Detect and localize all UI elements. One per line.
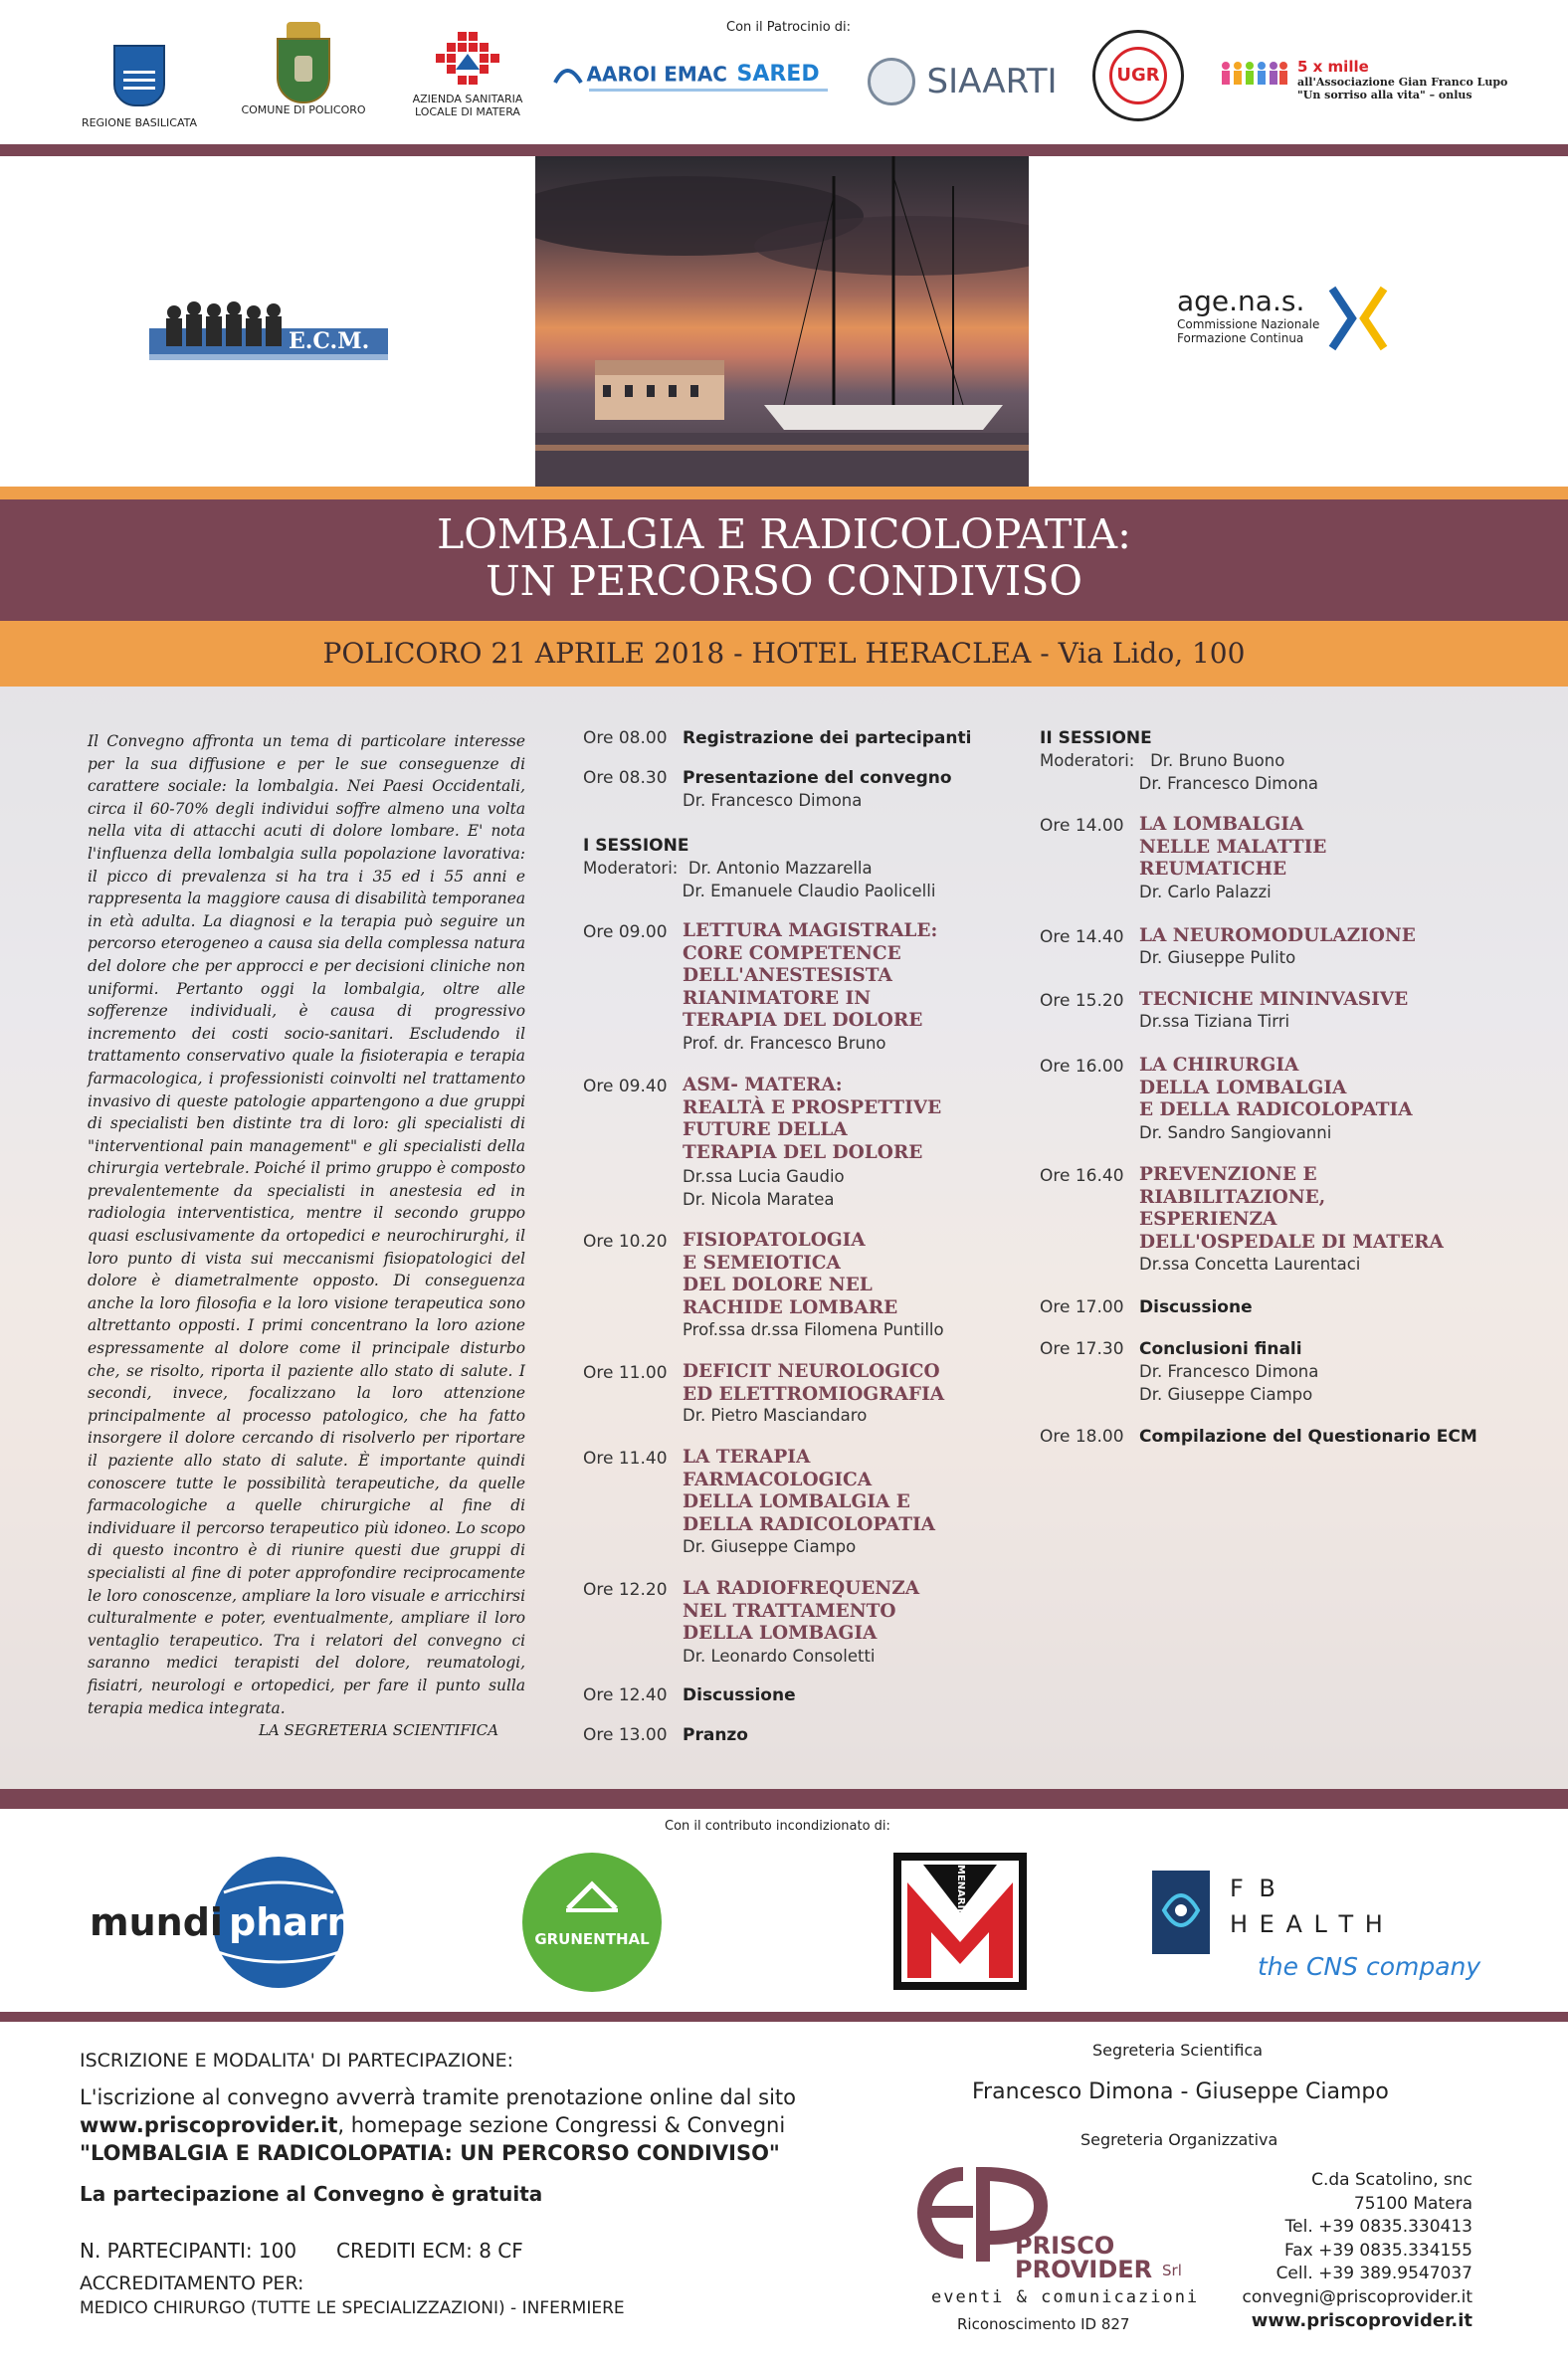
time-1640: Ore 16.40 [1040,1166,1124,1186]
item-presentation: Presentazione del convegno [683,768,952,788]
fb-health-emblem-icon [1152,1871,1210,1954]
agenas-chevron-icon [1328,285,1388,354]
siaarti-emblem-icon [868,58,915,105]
speaker-terapia: Dr. Giuseppe Ciampo [683,1537,857,1556]
item-terapia-farmacologica: LA TERAPIA FARMACOLOGICA DELLA LOMBALGIA E DELLA RADICOLOPATIA [683,1447,936,1535]
program-column-afternoon [1040,728,1517,1484]
grunenthal-logo [522,1853,662,1992]
item-lettura-magistrale: LETTURA MAGISTRALE: CORE COMPETENCE DELL'ANESTESISTA RIANIMATORE IN TERAPIA DEL DOLORE [683,920,938,1031]
sponsors-label: Con il contributo incondizionato di: [665,1819,890,1834]
main-title-line2: UN PERCORSO CONDIVISO [486,557,1082,605]
accreditation-heading: ACCREDITAMENTO PER: [80,2272,304,2294]
agenas-label: age.na.s. [1177,285,1305,317]
org-fax: Fax +39 0835.334155 [1284,2240,1472,2261]
time-1520: Ore 15.20 [1040,991,1124,1011]
item-questionario: Compilazione del Questionario ECM [1139,1427,1477,1447]
accreditation-target: MEDICO CHIRURGO (TUTTE LE SPECIALIZZAZIONI) - INFERMIERE [80,2298,625,2318]
ecm-credits: CREDITI ECM: 8 CF [336,2239,523,2263]
session-2-heading: II SESSIONE [1040,728,1152,748]
registration-heading: ISCRIZIONE E MODALITA' DI PARTECIPAZIONE: [80,2050,514,2072]
registration-line1: L'iscrizione al convegno avverrà tramite prenotazione online dal sito [80,2085,796,2109]
grunenthal-scale-icon [562,1878,622,1914]
org-secretariat-label: Segreteria Organizzativa [1080,2130,1278,2149]
subtitle-band [0,621,1568,687]
speaker-conclusioni: Dr. Francesco Dimona Dr. Giuseppe Ciampo [1139,1362,1319,1404]
fb-health-logo [1152,1871,1490,1990]
item-fisiopatologia: FISIOPATOLOGIA E SEMEIOTICA DEL DOLORE NEL RACHIDE LOMBARE [683,1230,898,1318]
fb-label: F B [1230,1875,1279,1902]
sailboat-photo-icon [535,156,1029,487]
ecm-label: E.C.M. [289,328,370,354]
ugr-seal-icon [1092,30,1184,121]
ecm-logo [149,298,388,362]
speaker-prevenzione: Dr.ssa Concetta Laurentaci [1139,1255,1361,1274]
prisco-site-link[interactable]: www.priscoprovider.it [80,2113,338,2137]
pharma-label: pharma [229,1900,392,1944]
speaker-asm: Dr.ssa Lucia Gaudio Dr. Nicola Maratea [683,1167,845,1209]
program-column-morning [583,728,1021,1783]
item-discussione-1: Discussione [683,1685,796,1705]
menarini-label: MENARINI [955,1865,966,1921]
time-1700: Ore 17.00 [1040,1297,1124,1317]
sci-secretariat-label: Segreteria Scientifica [1092,2041,1264,2060]
item-discussione-2: Discussione [1139,1297,1253,1317]
siaarti-logo [868,58,1067,105]
regione-basilicata-logo [70,45,209,129]
registration-line2-rest: , homepage sezione Congressi & Convegni [337,2113,786,2137]
aaroi-sared-logo [553,62,832,92]
time-1600: Ore 16.00 [1040,1057,1124,1077]
patronage-label: Con il Patrocinio di: [726,20,852,35]
participation-free: La partecipazione al Convegno è gratuita [80,2182,543,2206]
time-1400: Ore 14.00 [1040,816,1124,836]
time-1100: Ore 11.00 [583,1363,668,1383]
intro-signature: LA SEGRETERIA SCIENTIFICA [259,1721,499,1739]
time-1730: Ore 17.30 [1040,1339,1124,1359]
title-band [0,499,1568,621]
title-top-rule [0,487,1568,499]
speaker-chirurgia: Dr. Sandro Sangiovanni [1139,1123,1332,1142]
time-1140: Ore 11.40 [583,1449,668,1469]
mundipharma-logo [90,1853,392,1992]
item-chirurgia: LA CHIRURGIA DELLA LOMBALGIA E DELLA RADICOLOPATIA [1139,1055,1413,1120]
five-per-thousand-logo [1220,58,1518,101]
course-title: "LOMBALGIA E RADICOLOPATIA: UN PERCORSO CONDIVISO" [80,2141,780,2165]
speaker-lettura: Prof. dr. Francesco Bruno [683,1034,886,1053]
asl-label-1: AZIENDA SANITARIA [412,93,523,105]
session-1-moderators: Moderatori: Dr. Antonio Mazzarella Dr. Emanuele Claudio Paolicelli [583,859,936,900]
ugr-label: UGR [1109,47,1167,104]
prisco-label: PRISCO [1015,2232,1115,2260]
item-asm-matera: ASM- MATERA: REALTÀ E PROSPETTIVE FUTURE DELLA TERAPIA DEL DOLORE [683,1075,942,1163]
item-registration: Registrazione dei partecipanti [683,728,972,748]
cns-tagline: the CNS company [1258,1952,1481,1981]
harbor-photo [535,156,1029,487]
prisco-tagline: eventi & comunicazioni [931,2287,1200,2307]
siaarti-label: SIAARTI [926,62,1058,101]
org-web-link[interactable]: www.priscoprovider.it [1251,2310,1472,2331]
item-pranzo: Pranzo [683,1725,748,1745]
time-0900: Ore 09.00 [583,922,668,942]
item-conclusioni: Conclusioni finali [1139,1339,1302,1359]
aaroi-swoosh-icon [553,63,583,87]
srl-label: Srl [1162,2262,1182,2279]
agenas-line2: Formazione Continua [1177,331,1304,345]
ugr-logo [1092,30,1188,125]
speaker-neuromodulazione: Dr. Giuseppe Pulito [1139,948,1296,967]
sponsors-top-rule [0,1789,1568,1809]
asl-grid-icon [436,30,499,90]
speaker-fisiopatologia: Prof.ssa dr.ssa Filomena Puntillo [683,1320,944,1339]
speaker-reumatiche: Dr. Carlo Palazzi [1139,883,1272,901]
time-1240: Ore 12.40 [583,1685,668,1705]
org-phone: Tel. +39 0835.330413 [1284,2217,1472,2237]
time-0830: Ore 08.30 [583,768,668,788]
prisco-provider-logo [903,2154,1222,2343]
item-radiofrequenza: LA RADIOFREQUENZA NEL TRATTAMENTO DELLA LOMBAGIA [683,1578,920,1644]
time-1220: Ore 12.20 [583,1580,668,1600]
main-title-line1: LOMBALGIA E RADICOLOPATIA: [437,510,1131,558]
five-per-thousand-title: 5 x mille [1297,58,1369,76]
aaroi-label: AAROI EMAC [586,62,727,87]
asl-matera-logo [398,30,537,118]
menarini-logo [893,1853,1027,1990]
item-prevenzione: PREVENZIONE E RIABILITAZIONE, ESPERIENZA DELL'OSPEDALE DI MATERA [1139,1164,1444,1253]
five-per-thousand-line1: all'Associazione Gian Franco Lupo [1297,76,1508,89]
session-2-moderators: Moderatori: Dr. Bruno Buono Dr. Francesco Dimona [1040,751,1319,793]
asl-label-2: LOCALE DI MATERA [415,105,520,118]
patronage-header [0,0,1568,144]
time-1020: Ore 10.20 [583,1232,668,1252]
item-deficit-neurologico: DEFICIT NEUROLOGICO ED ELETTROMIOGRAFIA [683,1361,945,1405]
participants-count: N. PARTECIPANTI: 100 [80,2239,297,2263]
org-email-link[interactable]: convegni@priscoprovider.it [1242,2286,1472,2307]
org-contacts [1204,2169,1472,2333]
top-rule [0,144,1568,156]
registration-line2 [80,2113,785,2137]
footer-top-rule [0,2012,1568,2022]
speaker-deficit: Dr. Pietro Masciandaro [683,1406,868,1425]
agenas-line1: Commissione Nazionale [1177,317,1320,331]
five-per-thousand-line2: "Un sorriso alla vita" – onlus [1297,89,1472,101]
speaker-presentation: Dr. Francesco Dimona [683,791,863,810]
policoro-label: COMUNE DI POLICORO [241,103,366,116]
session-1-heading: I SESSIONE [583,836,689,856]
basilicata-shield-icon [113,45,165,106]
health-label: H E A L T H [1230,1910,1385,1938]
mundi-label: mundi [90,1900,223,1944]
agenas-logo [1177,285,1396,374]
time-1440: Ore 14.40 [1040,927,1124,947]
provider-label: PROVIDER [1015,2256,1153,2283]
item-tecniche-mininvasive: TECNICHE MININVASIVE [1139,989,1409,1010]
basilicata-label: REGIONE BASILICATA [81,116,198,129]
sared-label: SARED [736,62,820,87]
speaker-radiofrequenza: Dr. Leonardo Consoletti [683,1647,876,1666]
grunenthal-label: GRUNENTHAL [534,1930,650,1948]
policoro-crest-icon [273,22,334,107]
prisco-id: Riconoscimento ID 827 [957,2315,1130,2333]
speaker-tecniche: Dr.ssa Tiziana Tirri [1139,1012,1290,1031]
time-1300: Ore 13.00 [583,1725,668,1745]
time-0800: Ore 08.00 [583,728,668,748]
org-address-1: C.da Scatolino, snc [1311,2170,1472,2190]
event-subtitle: POLICORO 21 APRILE 2018 - HOTEL HERACLEA - Via Lido, 100 [322,637,1246,670]
comune-policoro-logo [234,22,373,116]
time-1800: Ore 18.00 [1040,1427,1124,1447]
org-cell: Cell. +39 389.9547037 [1275,2264,1472,2283]
item-neuromodulazione: LA NEUROMODULAZIONE [1139,925,1416,946]
intro-text: Il Convegno affronta un tema di particolare interesse per la sua diffusione e per le sue conseguenze di carattere sociale: la lombalgia. Nei Paesi Occidentali, circa il 60-70% degli individui soffre almeno una volta nella vita di attacchi acuti di dolore lombare. E' nota l'influenza della lombalgia sulla popolazione lavorativa: il picco di prevalenza si ha tra i 35 ed i 55 anni e rappresenta la maggiore causa di disabilità temporanea in età adulta. La diagnosi e la terapia può seguire un percorso eterogeneo a causa sia della complessa natura del dolore che per approcci e per decisioni cliniche non uniformi. Pertanto oggi la lombalgia, oltre alle sofferenze individuali, è causa di progressivo incremento dei costi socio-sanitari. Escludendo il trattamento conservativo quale la fisioterapia e terapia farmacologica, i professionisti coinvolti nel trattamento invasivo di queste patologie appartengono a due gruppi di specialisti ben distinte tra di loro: gli specialisti di "interventional pain management" e gli specialisti della chirurgia vertebrale. Poiché il primo gruppo è composto prevalentemente da specialisti in anestesia ed in radiologia interventistica, mentre il secondo gruppo quasi esclusivamente da ortopedici e neurochirurghi, il loro punto di vista sui meccanismi fisiopatologici del dolore è diametralmente opposto. Di conseguenza anche la loro filosofia e la loro visione terapeutica sono altrettanto opposti. I primi concentrano la loro azione espressamente al dolore come il principale disturbo che, se risolto, riporta il paziente allo stato di salute. I secondi, invece, focalizzano la loro attenzione principalmente al processo patologico, che ha fatto insorgere il dolore cercando di risolverlo per riportare il paziente allo stato di salute. È importante quindi conoscere tutte le possibilità terapeutiche, da quelle farmacologiche a quelle chirurgiche al fine di individuare il percorso terapeutico più idoneo. Lo scopo di questo incontro è di riunire questi due gruppi di specialisti al fine di poter approfondire reciprocamente le loro conoscenze, ampliare la loro visuale e arricchirsi culturalmente e poter, eventualmente, ampliare il loro ventaglio terapeutico. Tra i relatori del convegno ci saranno medici terapisti del dolore, reumatologi, fisiatri, neurologi e ortopedici, per fare il punto sulla terapia medica integrata. [88,732,525,1717]
people-chain-icon [1220,58,1289,92]
sci-secretariat-names: Francesco Dimona - Giuseppe Ciampo [972,2079,1389,2104]
org-address-2: 75100 Matera [1353,2193,1472,2214]
time-0940: Ore 09.40 [583,1077,668,1096]
item-lombalgia-reumatiche: LA LOMBALGIA NELLE MALATTIE REUMATICHE [1139,814,1327,880]
